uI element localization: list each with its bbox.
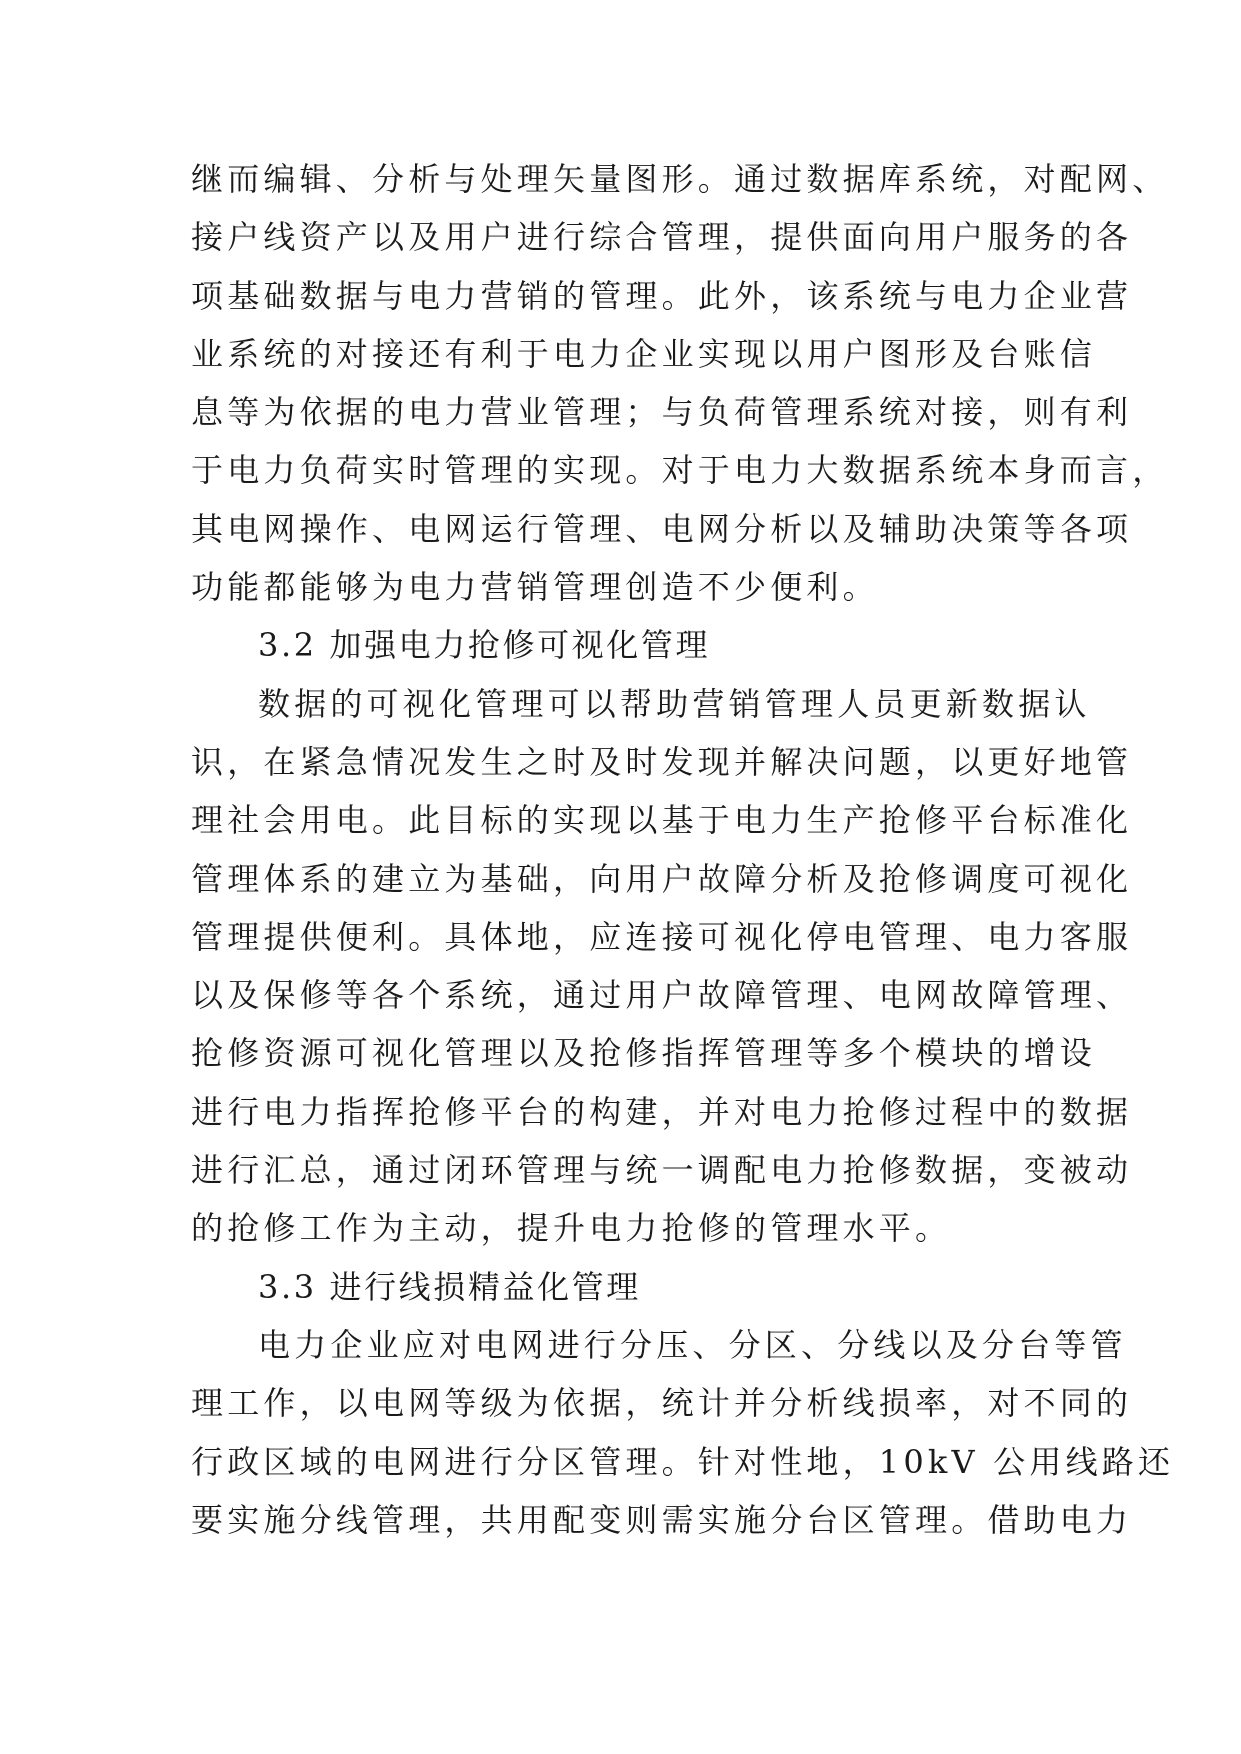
paragraph-first-line: 电力企业应对电网进行分压、分区、分线以及分台等管: [258, 1325, 1127, 1364]
paragraph-first-line: 数据的可视化管理可以帮助营销管理人员更新数据认: [258, 684, 1091, 723]
text-line: 其电网操作、电网运行管理、电网分析以及辅助决策等各项: [191, 509, 1133, 548]
text-line: 要实施分线管理，共用配变则需实施分台区管理。借助电力: [191, 1500, 1133, 1539]
text-line: 继而编辑、分析与处理矢量图形。通过数据库系统，对配网、: [191, 160, 1169, 198]
text-line: 的抢修工作为主动，提升电力抢修的管理水平。: [191, 1209, 952, 1248]
section-heading: 3.3 进行线损精益化管理: [258, 1267, 641, 1306]
text-line: 功能都能够为电力营销管理创造不少便利。: [191, 568, 879, 607]
text-line: 于电力负荷实时管理的实现。对于电力大数据系统本身而言，: [191, 451, 1169, 490]
text-line: 抢修资源可视化管理以及抢修指挥管理等多个模块的增设: [191, 1034, 1097, 1073]
section-heading: 3.2 加强电力抢修可视化管理: [258, 626, 711, 665]
document-body: [191, 150, 1175, 1549]
text-line: 业系统的对接还有利于电力企业实现以用户图形及台账信: [191, 334, 1097, 373]
text-line: 以及保修等各个系统，通过用户故障管理、电网故障管理、: [191, 976, 1133, 1015]
text-line: 息等为依据的电力营业管理；与负荷管理系统对接，则有利: [191, 393, 1133, 432]
text-line: 接户线资产以及用户进行综合管理，提供面向用户服务的各: [191, 218, 1133, 257]
text-line: 理工作，以电网等级为依据，统计并分析线损率，对不同的: [191, 1384, 1133, 1423]
text-line: 理社会用电。此目标的实现以基于电力生产抢修平台标准化: [191, 801, 1133, 840]
text-line: 管理提供便利。具体地，应连接可视化停电管理、电力客服: [191, 917, 1133, 956]
text-line: 识，在紧急情况发生之时及时发现并解决问题，以更好地管: [191, 742, 1133, 781]
text-line: 管理体系的建立为基础，向用户故障分析及抢修调度可视化: [191, 859, 1133, 898]
text-line: 行政区域的电网进行分区管理。针对性地，10kV 公用线路还: [191, 1442, 1175, 1481]
text-line: 进行汇总，通过闭环管理与统一调配电力抢修数据，变被动: [191, 1151, 1133, 1190]
text-line: 项基础数据与电力营销的管理。此外，该系统与电力企业营: [191, 276, 1133, 315]
text-line: 进行电力指挥抢修平台的构建，并对电力抢修过程中的数据: [191, 1092, 1133, 1131]
